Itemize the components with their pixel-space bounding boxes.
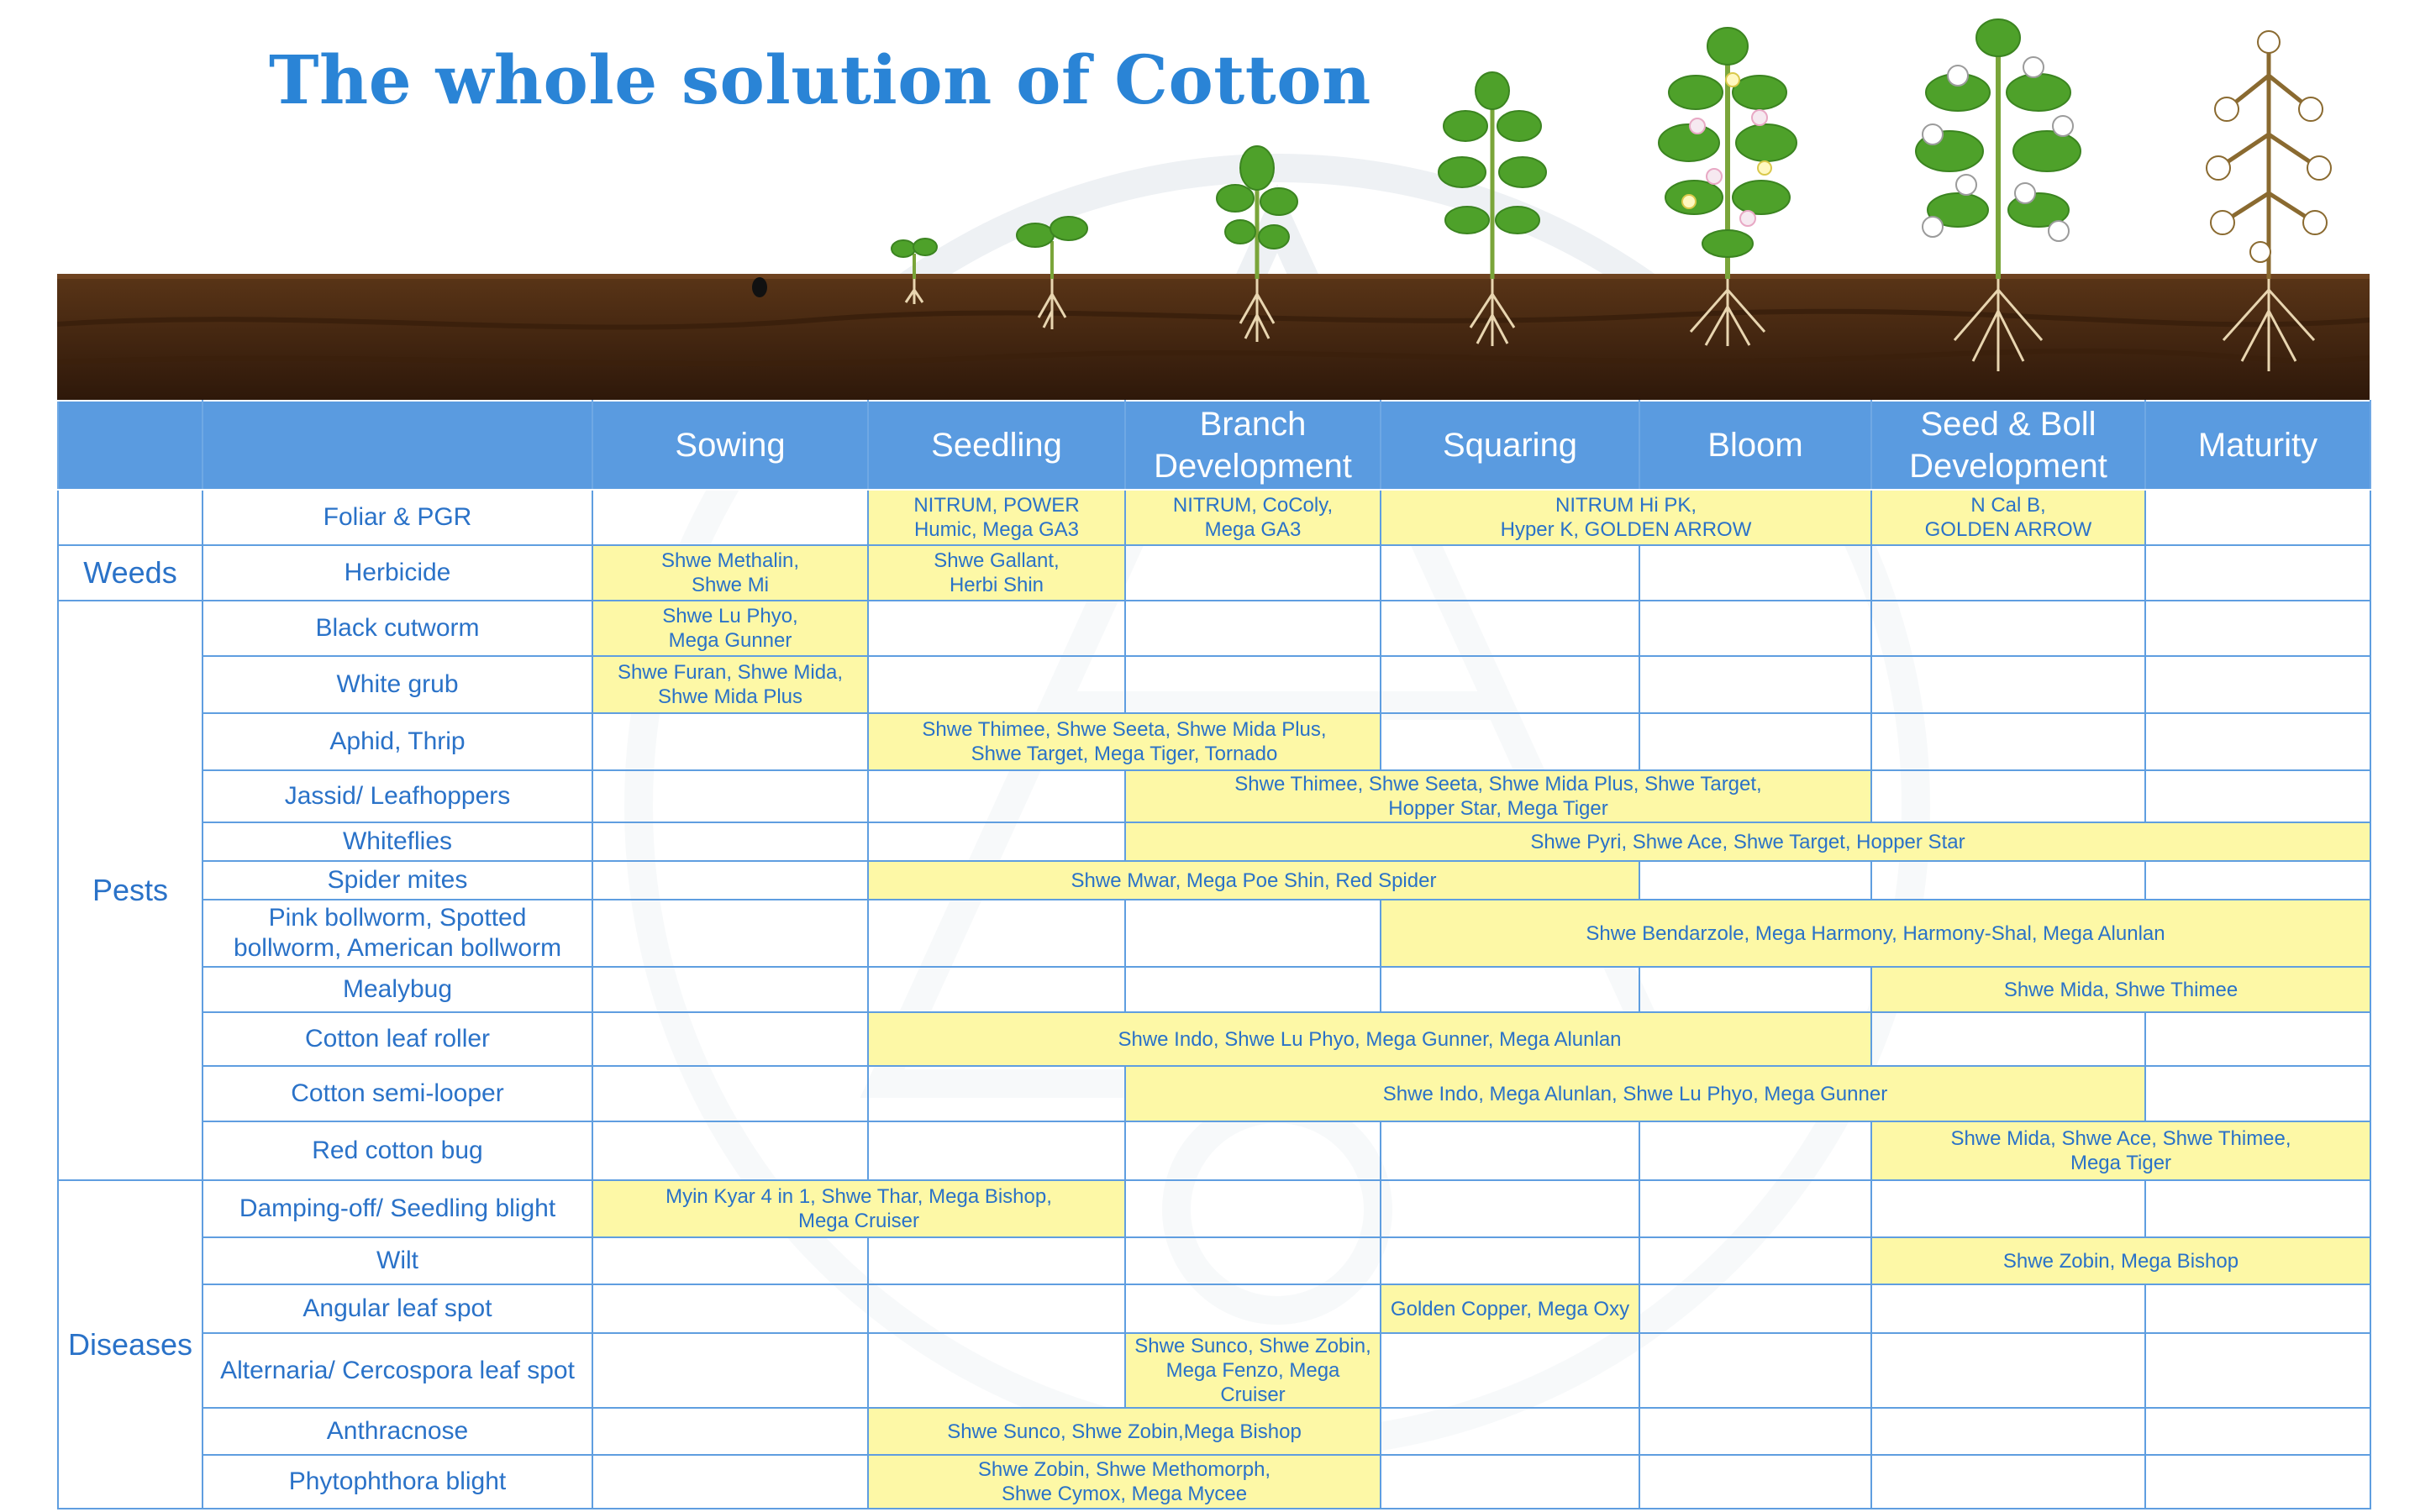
- product-cell: NITRUM, POWER Humic, Mega GA3: [868, 490, 1125, 545]
- stage-seed-boll-development: Seed & Boll Development: [1871, 401, 2145, 490]
- group-label-weeds: Weeds: [58, 545, 203, 601]
- row-label: Wilt: [203, 1237, 592, 1284]
- product-cell: Shwe Mwar, Mega Poe Shin, Red Spider: [868, 861, 1639, 900]
- product-cell: Shwe Furan, Shwe Mida, Shwe Mida Plus: [592, 656, 868, 713]
- table-row: [58, 861, 2370, 900]
- product-cell: Shwe Thimee, Shwe Seeta, Shwe Mida Plus, Shwe Target, Hopper Star, Mega Tiger: [1125, 770, 1871, 822]
- product-cell: Shwe Sunco, Shwe Zobin,Mega Bishop: [868, 1408, 1381, 1455]
- table-row: [58, 1180, 2370, 1237]
- product-cell: Shwe Gallant, Herbi Shin: [868, 545, 1125, 601]
- product-cell: Shwe Mida, Shwe Thimee: [1871, 967, 2370, 1012]
- stage-bloom: Bloom: [1639, 401, 1871, 490]
- row-label: Herbicide: [203, 545, 592, 601]
- table-row: [58, 1121, 2370, 1180]
- product-cell: Shwe Mida, Shwe Ace, Shwe Thimee, Mega Tiger: [1871, 1121, 2370, 1180]
- table-row: [58, 1284, 2370, 1333]
- table-row: [58, 545, 2370, 601]
- product-cell: NITRUM, CoColy, Mega GA3: [1125, 490, 1381, 545]
- stage-branch-development: Branch Development: [1125, 401, 1381, 490]
- soil-strip: [57, 274, 2370, 400]
- stage-header-row: [58, 401, 2370, 490]
- product-cell: Myin Kyar 4 in 1, Shwe Thar, Mega Bishop, Mega Cruiser: [592, 1180, 1125, 1237]
- product-cell: Shwe Bendarzole, Mega Harmony, Harmony-Shal, Mega Alunlan: [1381, 900, 2370, 967]
- row-label: Aphid, Thrip: [203, 713, 592, 770]
- table-row: [58, 1408, 2370, 1455]
- table-row: [58, 601, 2370, 656]
- product-cell: Shwe Zobin, Mega Bishop: [1871, 1237, 2370, 1284]
- table-row: [58, 967, 2370, 1012]
- product-cell: N Cal B, GOLDEN ARROW: [1871, 490, 2145, 545]
- row-label: Whiteflies: [203, 822, 592, 861]
- group-label-diseases: Diseases: [58, 1180, 203, 1509]
- row-label: Foliar & PGR: [203, 490, 592, 545]
- product-cell: NITRUM Hi PK, Hyper K, GOLDEN ARROW: [1381, 490, 1871, 545]
- product-cell: Shwe Thimee, Shwe Seeta, Shwe Mida Plus, Shwe Target, Mega Tiger, Tornado: [868, 713, 1381, 770]
- product-cell: Shwe Pyri, Shwe Ace, Shwe Target, Hopper Star: [1125, 822, 2370, 861]
- product-cell: Shwe Zobin, Shwe Methomorph, Shwe Cymox, Mega Mycee: [868, 1455, 1381, 1509]
- stage-seedling: Seedling: [868, 401, 1125, 490]
- row-label: Pink bollworm, Spotted bollworm, American bollworm: [203, 900, 592, 967]
- table-row: [58, 1012, 2370, 1066]
- stage-maturity: Maturity: [2145, 401, 2370, 490]
- header-empty-cell: [203, 401, 592, 490]
- table-row: [58, 1333, 2370, 1408]
- product-cell: Golden Copper, Mega Oxy: [1381, 1284, 1639, 1333]
- row-label: Alternaria/ Cercospora leaf spot: [203, 1333, 592, 1408]
- table-row: [58, 1237, 2370, 1284]
- stage-sowing: Sowing: [592, 401, 868, 490]
- table-row: [58, 656, 2370, 713]
- row-label: Phytophthora blight: [203, 1455, 592, 1509]
- row-label: Black cutworm: [203, 601, 592, 656]
- page-title: The whole solution of Cotton: [269, 40, 1371, 119]
- solution-table: [57, 400, 2371, 1509]
- row-label: Mealybug: [203, 967, 592, 1012]
- product-cell: Shwe Indo, Shwe Lu Phyo, Mega Gunner, Mega Alunlan: [868, 1012, 1871, 1066]
- table-row: [58, 490, 2370, 545]
- table-row: [58, 713, 2370, 770]
- table-row: [58, 822, 2370, 861]
- stage-squaring: Squaring: [1381, 401, 1639, 490]
- header-empty-cell: [58, 401, 203, 490]
- row-label: Cotton semi-looper: [203, 1066, 592, 1121]
- table-row: [58, 1066, 2370, 1121]
- row-label: Jassid/ Leafhoppers: [203, 770, 592, 822]
- row-label: Red cotton bug: [203, 1121, 592, 1180]
- row-label: White grub: [203, 656, 592, 713]
- row-label: Angular leaf spot: [203, 1284, 592, 1333]
- table-row: [58, 900, 2370, 967]
- table-row: [58, 1455, 2370, 1509]
- product-cell: Shwe Methalin, Shwe Mi: [592, 545, 868, 601]
- row-label: Cotton leaf roller: [203, 1012, 592, 1066]
- product-cell: Shwe Lu Phyo, Mega Gunner: [592, 601, 868, 656]
- row-label: Damping-off/ Seedling blight: [203, 1180, 592, 1237]
- row-label: Spider mites: [203, 861, 592, 900]
- table-row: [58, 770, 2370, 822]
- product-cell: Shwe Sunco, Shwe Zobin, Mega Fenzo, Mega Cruiser: [1125, 1333, 1381, 1408]
- row-label: Anthracnose: [203, 1408, 592, 1455]
- product-cell: Shwe Indo, Mega Alunlan, Shwe Lu Phyo, Mega Gunner: [1125, 1066, 2145, 1121]
- group-label-pests: Pests: [58, 601, 203, 1180]
